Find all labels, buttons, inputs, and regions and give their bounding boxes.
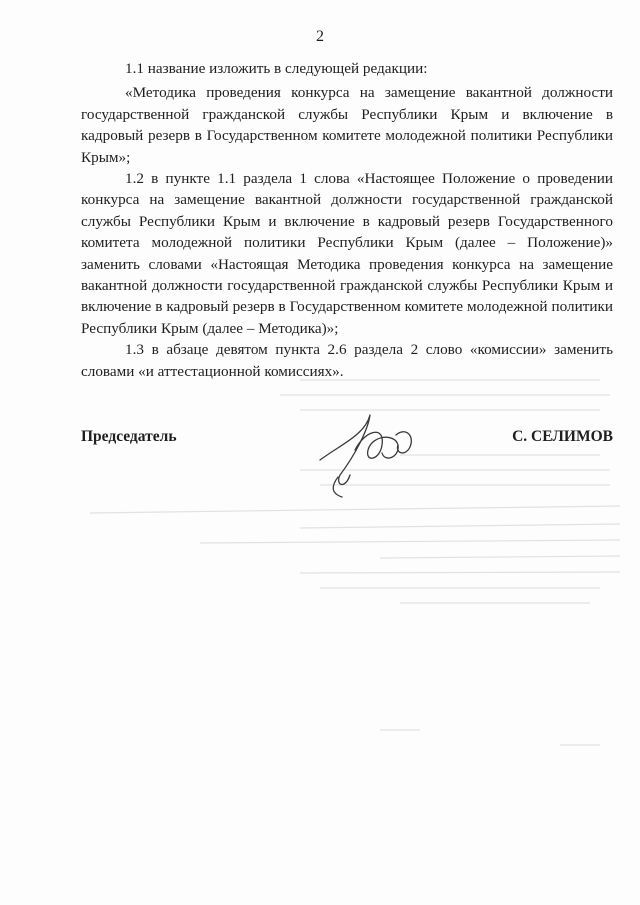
handwritten-signature [310,405,420,500]
page-number: 2 [316,28,324,45]
paragraph-1-2: 1.2 в пункте 1.1 раздела 1 слова «Настоящее Положение о проведении конкурса на замещение вакантной должности государственной гражданской службы Республики Крым и включение в кадровый резерв Государственного комитета молодежной политики Республики Крым (далее – Положение)» заменить словами «Настоящая Методика проведения конкурса на замещение вакантной должности государственной гражданской службы Республики Крым и включение в кадровый резерв в Государственном комитете молодежной политики Республики Крым (далее – Методика)»; [81,170,613,337]
paragraph-1-1: 1.1 название изложить в следующей редакции: [125,60,428,77]
signatory-name: С. СЕЛИМОВ [512,428,613,445]
signatory-title: Председатель [81,428,177,445]
paragraph-quote-title: «Методика проведения конкурса на замещение вакантной должности государственной гражданской службы Республики Крым и включение в кадровый резерв в Государственном комитете молодежной политики Республики Крым»; [81,84,613,166]
document-body [81,58,613,382]
paragraph-1-3: 1.3 в абзаце девятом пункта 2.6 раздела 2 слово «комиссии» заменить словами «и аттестационной комиссиях». [81,341,613,380]
